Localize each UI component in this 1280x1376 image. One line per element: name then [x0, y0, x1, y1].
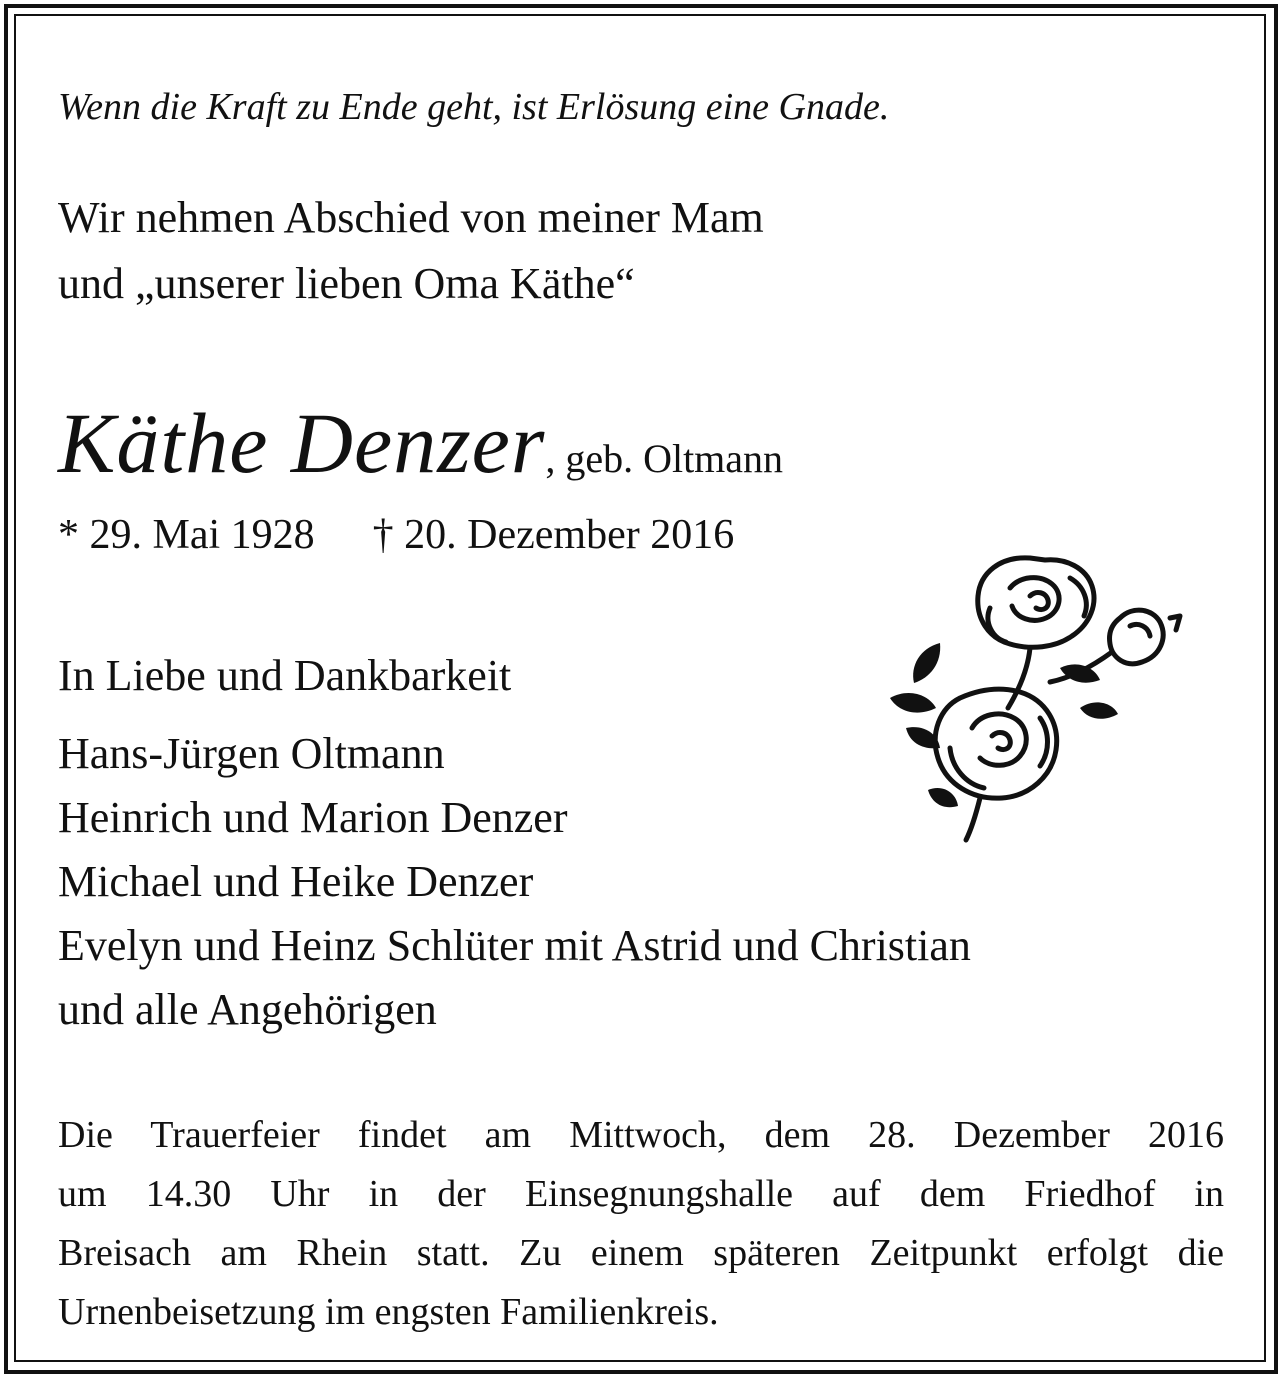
motto: Wenn die Kraft zu Ende geht, ist Erlösung eine Gnade. [58, 86, 890, 128]
intro-line-2: und „unserer lieben Oma Käthe“ [58, 259, 635, 308]
life-dates [58, 514, 734, 556]
birth-name: , geb. Oltmann [545, 436, 784, 481]
intro-line-1: Wir nehmen Abschied von meiner Mam [58, 193, 764, 242]
ceremony-line: um 14.30 Uhr in der Einsegnungshalle auf dem Friedhof in [58, 1173, 1224, 1215]
ceremony-text [58, 1106, 1224, 1342]
ceremony-line: Breisach am Rhein statt. Zu einem späteren Zeitpunkt erfolgt die [58, 1232, 1224, 1274]
closing-phrase: In Liebe und Dankbarkeit [58, 651, 512, 700]
ceremony-line: Urnenbeisetzung im engsten Familienkreis. [58, 1291, 719, 1333]
mourner-line: und alle Angehörigen [58, 985, 437, 1034]
death-date: † 20. Dezember 2016 [372, 512, 735, 558]
ceremony-line: Die Trauerfeier findet am Mittwoch, dem 28. Dezember 2016 [58, 1114, 1224, 1156]
birth-date: * 29. Mai 1928 [58, 512, 315, 558]
mourner-line: Heinrich und Marion Denzer [58, 793, 568, 842]
mourner-line: Evelyn und Heinz Schlüter mit Astrid und Christian [58, 921, 971, 970]
deceased-name-line [58, 395, 784, 491]
deceased-name: Käthe Denzer [58, 395, 546, 491]
mourner-line: Hans-Jürgen Oltmann [58, 729, 445, 778]
mourner-line: Michael und Heike Denzer [58, 857, 534, 906]
roses-icon [880, 548, 1200, 848]
